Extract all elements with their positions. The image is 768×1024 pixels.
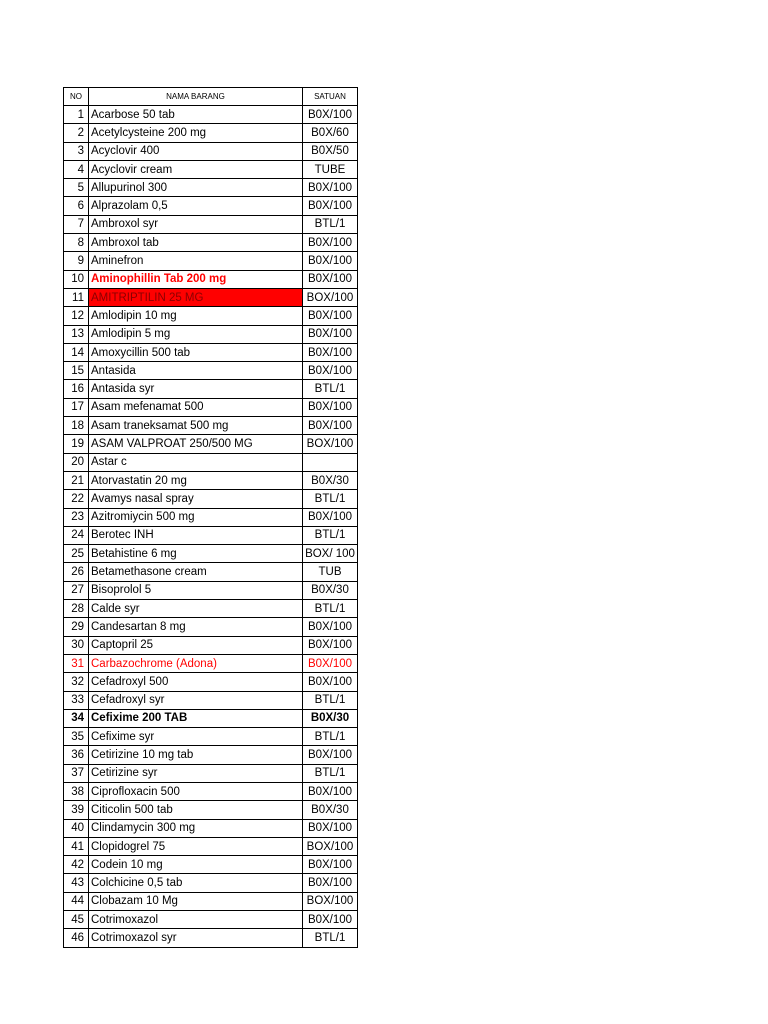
row-number-cell: 40 <box>64 819 89 837</box>
item-name-cell: Calde syr <box>89 600 303 618</box>
row-number-cell: 46 <box>64 929 89 947</box>
item-name-cell: Asam mefenamat 500 <box>89 398 303 416</box>
item-name-cell: Acyclovir 400 <box>89 142 303 160</box>
table-row <box>64 288 358 306</box>
row-number-cell: 10 <box>64 270 89 288</box>
row-number-cell: 12 <box>64 307 89 325</box>
item-name-cell: Cetirizine 10 mg tab <box>89 746 303 764</box>
item-name-cell: Cefadroxyl syr <box>89 691 303 709</box>
table-row <box>64 929 358 947</box>
table-row <box>64 215 358 233</box>
row-number-cell: 7 <box>64 215 89 233</box>
table-row <box>64 892 358 910</box>
row-number-cell: 25 <box>64 545 89 563</box>
row-number-cell: 17 <box>64 398 89 416</box>
table-row <box>64 417 358 435</box>
table-row <box>64 746 358 764</box>
row-number-cell: 27 <box>64 581 89 599</box>
item-name-cell: Candesartan 8 mg <box>89 618 303 636</box>
row-number-cell: 37 <box>64 764 89 782</box>
item-name-cell: Cotrimoxazol syr <box>89 929 303 947</box>
table-row <box>64 874 358 892</box>
unit-cell: TUBE <box>303 160 358 178</box>
item-name-cell: Carbazochrome (Adona) <box>89 654 303 672</box>
unit-cell: B0X/100 <box>303 197 358 215</box>
table-row <box>64 911 358 929</box>
row-number-cell: 20 <box>64 453 89 471</box>
row-number-cell: 28 <box>64 600 89 618</box>
item-name-cell: Acetylcysteine 200 mg <box>89 124 303 142</box>
unit-cell: B0X/30 <box>303 801 358 819</box>
item-name-cell: Aminophillin Tab 200 mg <box>89 270 303 288</box>
item-name-cell: Atorvastatin 20 mg <box>89 471 303 489</box>
drug-list-table <box>63 87 358 948</box>
unit-cell: B0X/100 <box>303 417 358 435</box>
item-name-cell: Amlodipin 5 mg <box>89 325 303 343</box>
item-name-cell: Ambroxol syr <box>89 215 303 233</box>
unit-cell: B0X/60 <box>303 124 358 142</box>
row-number-cell: 26 <box>64 563 89 581</box>
row-number-cell: 42 <box>64 856 89 874</box>
item-name-cell: Aminefron <box>89 252 303 270</box>
unit-cell: B0X/100 <box>303 252 358 270</box>
row-number-cell: 44 <box>64 892 89 910</box>
table-row <box>64 142 358 160</box>
item-name-cell: Cetirizine syr <box>89 764 303 782</box>
unit-cell: BTL/1 <box>303 691 358 709</box>
row-number-cell: 30 <box>64 636 89 654</box>
item-name-cell: Ambroxol tab <box>89 234 303 252</box>
table-row <box>64 581 358 599</box>
item-name-cell: Bisoprolol 5 <box>89 581 303 599</box>
table-row <box>64 545 358 563</box>
table-row <box>64 563 358 581</box>
item-name-cell: Colchicine 0,5 tab <box>89 874 303 892</box>
item-name-cell: Clindamycin 300 mg <box>89 819 303 837</box>
item-name-cell: Acyclovir cream <box>89 160 303 178</box>
table-row <box>64 106 358 124</box>
table-row <box>64 636 358 654</box>
row-number-cell: 36 <box>64 746 89 764</box>
table-row <box>64 343 358 361</box>
item-name-cell: Allupurinol 300 <box>89 179 303 197</box>
table-row <box>64 691 358 709</box>
unit-cell: B0X/100 <box>303 673 358 691</box>
row-number-cell: 3 <box>64 142 89 160</box>
row-number-cell: 22 <box>64 490 89 508</box>
unit-cell <box>303 453 358 471</box>
row-number-cell: 19 <box>64 435 89 453</box>
unit-cell: BTL/1 <box>303 728 358 746</box>
unit-cell: B0X/100 <box>303 398 358 416</box>
unit-cell: BOX/ 100 <box>303 545 358 563</box>
row-number-cell: 24 <box>64 526 89 544</box>
table-row <box>64 197 358 215</box>
table-row <box>64 160 358 178</box>
row-number-cell: 31 <box>64 654 89 672</box>
row-number-cell: 14 <box>64 343 89 361</box>
unit-cell: BTL/1 <box>303 490 358 508</box>
item-name-cell: Acarbose 50 tab <box>89 106 303 124</box>
unit-cell: BTL/1 <box>303 215 358 233</box>
item-name-cell: Cefixime syr <box>89 728 303 746</box>
item-name-cell: AMITRIPTILIN 25 MG <box>89 288 303 306</box>
row-number-cell: 6 <box>64 197 89 215</box>
unit-cell: B0X/100 <box>303 819 358 837</box>
header-unit: SATUAN <box>303 88 358 106</box>
unit-cell: B0X/100 <box>303 362 358 380</box>
item-name-cell: Berotec INH <box>89 526 303 544</box>
row-number-cell: 39 <box>64 801 89 819</box>
table-row <box>64 362 358 380</box>
row-number-cell: 33 <box>64 691 89 709</box>
table-row <box>64 600 358 618</box>
unit-cell: BTL/1 <box>303 380 358 398</box>
row-number-cell: 4 <box>64 160 89 178</box>
item-name-cell: Betahistine 6 mg <box>89 545 303 563</box>
table-row <box>64 398 358 416</box>
unit-cell: B0X/100 <box>303 234 358 252</box>
row-number-cell: 41 <box>64 837 89 855</box>
table-row <box>64 709 358 727</box>
unit-cell: B0X/100 <box>303 782 358 800</box>
row-number-cell: 2 <box>64 124 89 142</box>
row-number-cell: 13 <box>64 325 89 343</box>
row-number-cell: 9 <box>64 252 89 270</box>
item-name-cell: Amoxycillin 500 tab <box>89 343 303 361</box>
unit-cell: BOX/100 <box>303 892 358 910</box>
item-name-cell: ASAM VALPROAT 250/500 MG <box>89 435 303 453</box>
unit-cell: BOX/100 <box>303 435 358 453</box>
table-row <box>64 234 358 252</box>
unit-cell: B0X/100 <box>303 856 358 874</box>
unit-cell: B0X/50 <box>303 142 358 160</box>
unit-cell: BTL/1 <box>303 764 358 782</box>
table-row <box>64 764 358 782</box>
table-row <box>64 179 358 197</box>
item-name-cell: Avamys nasal spray <box>89 490 303 508</box>
table-row <box>64 673 358 691</box>
item-name-cell: Amlodipin 10 mg <box>89 307 303 325</box>
row-number-cell: 29 <box>64 618 89 636</box>
table-row <box>64 526 358 544</box>
item-name-cell: Astar c <box>89 453 303 471</box>
table-row <box>64 252 358 270</box>
table-row <box>64 435 358 453</box>
unit-cell: B0X/100 <box>303 307 358 325</box>
row-number-cell: 23 <box>64 508 89 526</box>
unit-cell: BOX/100 <box>303 837 358 855</box>
table-row <box>64 801 358 819</box>
row-number-cell: 1 <box>64 106 89 124</box>
table-body <box>64 106 358 948</box>
unit-cell: B0X/100 <box>303 343 358 361</box>
row-number-cell: 16 <box>64 380 89 398</box>
row-number-cell: 45 <box>64 911 89 929</box>
row-number-cell: 32 <box>64 673 89 691</box>
unit-cell: BOX/100 <box>303 288 358 306</box>
row-number-cell: 15 <box>64 362 89 380</box>
unit-cell: B0X/100 <box>303 874 358 892</box>
table-row <box>64 856 358 874</box>
item-name-cell: Azitromiycin 500 mg <box>89 508 303 526</box>
unit-cell: B0X/100 <box>303 106 358 124</box>
item-name-cell: Cefadroxyl 500 <box>89 673 303 691</box>
table-row <box>64 782 358 800</box>
unit-cell: B0X/100 <box>303 270 358 288</box>
item-name-cell: Codein 10 mg <box>89 856 303 874</box>
item-name-cell: Betamethasone cream <box>89 563 303 581</box>
table-row <box>64 307 358 325</box>
table-row <box>64 837 358 855</box>
row-number-cell: 11 <box>64 288 89 306</box>
header-no: NO <box>64 88 89 106</box>
table-row <box>64 490 358 508</box>
row-number-cell: 38 <box>64 782 89 800</box>
unit-cell: B0X/30 <box>303 471 358 489</box>
unit-cell: B0X/100 <box>303 636 358 654</box>
header-item-name: NAMA BARANG <box>89 88 303 106</box>
table-row <box>64 453 358 471</box>
item-name-cell: Antasida syr <box>89 380 303 398</box>
item-name-cell: Cefixime 200 TAB <box>89 709 303 727</box>
table-row <box>64 380 358 398</box>
table-row <box>64 618 358 636</box>
unit-cell: B0X/100 <box>303 179 358 197</box>
row-number-cell: 18 <box>64 417 89 435</box>
unit-cell: B0X/100 <box>303 325 358 343</box>
item-name-cell: Ciprofloxacin 500 <box>89 782 303 800</box>
unit-cell: B0X/30 <box>303 709 358 727</box>
unit-cell: TUB <box>303 563 358 581</box>
row-number-cell: 35 <box>64 728 89 746</box>
table-row <box>64 819 358 837</box>
item-name-cell: Clobazam 10 Mg <box>89 892 303 910</box>
table-row <box>64 471 358 489</box>
item-name-cell: Antasida <box>89 362 303 380</box>
unit-cell: B0X/100 <box>303 508 358 526</box>
item-name-cell: Citicolin 500 tab <box>89 801 303 819</box>
item-name-cell: Clopidogrel 75 <box>89 837 303 855</box>
unit-cell: B0X/100 <box>303 746 358 764</box>
unit-cell: B0X/100 <box>303 654 358 672</box>
item-name-cell: Cotrimoxazol <box>89 911 303 929</box>
unit-cell: B0X/30 <box>303 581 358 599</box>
unit-cell: BTL/1 <box>303 600 358 618</box>
table-row <box>64 508 358 526</box>
row-number-cell: 21 <box>64 471 89 489</box>
item-name-cell: Alprazolam 0,5 <box>89 197 303 215</box>
row-number-cell: 43 <box>64 874 89 892</box>
unit-cell: BTL/1 <box>303 526 358 544</box>
item-name-cell: Asam traneksamat 500 mg <box>89 417 303 435</box>
table-row <box>64 728 358 746</box>
item-name-cell: Captopril 25 <box>89 636 303 654</box>
table-row <box>64 654 358 672</box>
spreadsheet-page <box>63 87 358 948</box>
table-row <box>64 325 358 343</box>
row-number-cell: 5 <box>64 179 89 197</box>
header-row <box>64 88 358 106</box>
unit-cell: BTL/1 <box>303 929 358 947</box>
table-row <box>64 124 358 142</box>
unit-cell: B0X/100 <box>303 618 358 636</box>
table-row <box>64 270 358 288</box>
unit-cell: B0X/100 <box>303 911 358 929</box>
row-number-cell: 8 <box>64 234 89 252</box>
row-number-cell: 34 <box>64 709 89 727</box>
